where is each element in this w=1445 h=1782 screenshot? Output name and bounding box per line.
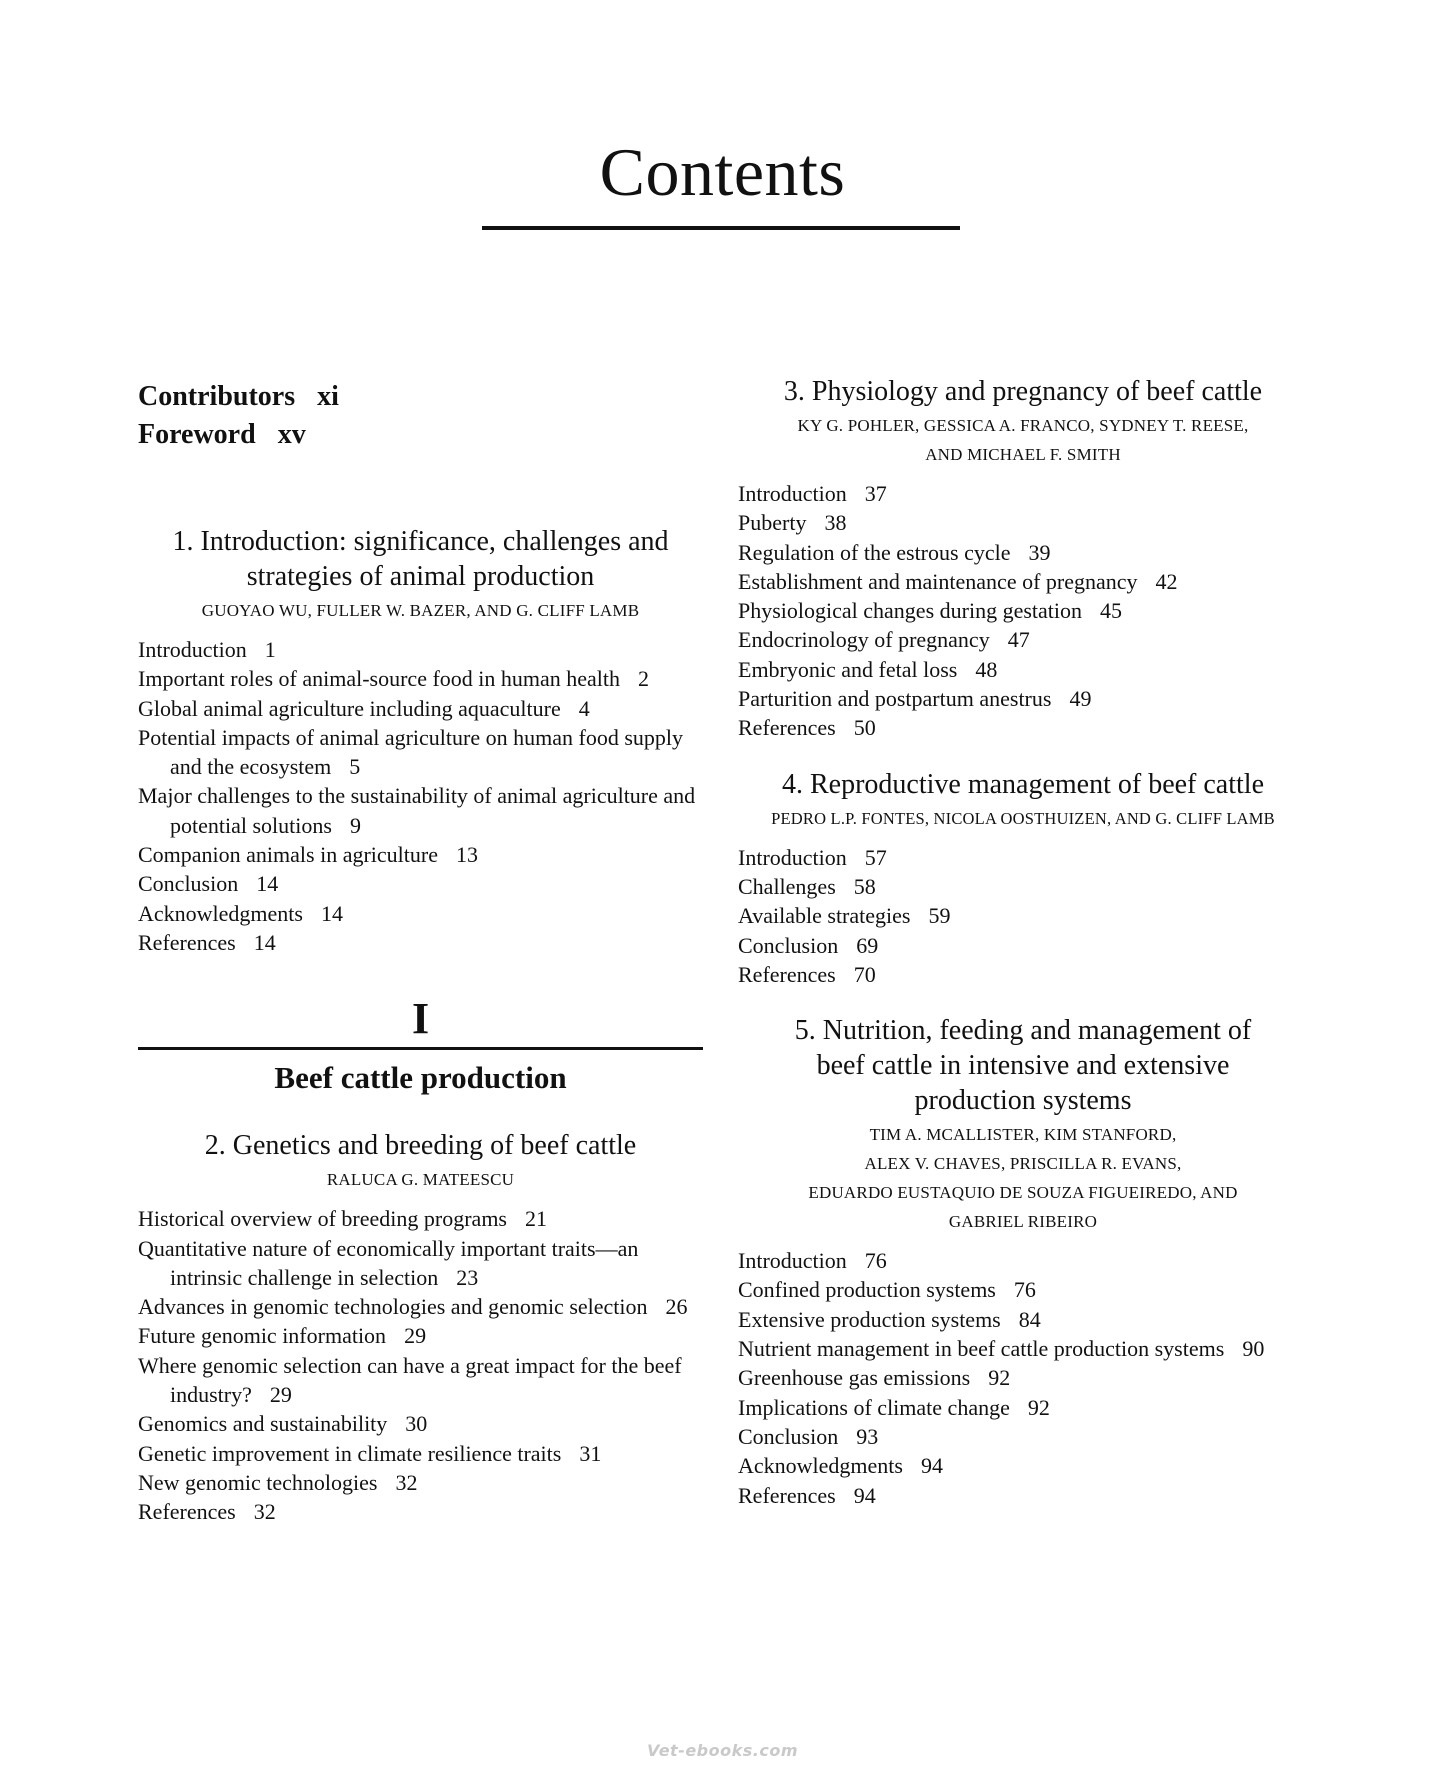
chapter-5 <box>738 1013 1308 1510</box>
toc-entry-page: 90 <box>1242 1336 1265 1362</box>
toc-entry[interactable] <box>138 1204 703 1233</box>
toc-entry[interactable] <box>738 713 1308 742</box>
toc-entry[interactable] <box>738 1451 1308 1480</box>
toc-entry-page: 84 <box>1018 1306 1041 1332</box>
toc-entry[interactable] <box>738 479 1308 508</box>
toc-entry-text: Future genomic information <box>138 1323 387 1349</box>
toc-entry-text: Endocrinology of pregnancy <box>738 627 990 653</box>
toc-entry[interactable] <box>138 694 703 723</box>
chapter-3 <box>738 374 1308 743</box>
chapter-title[interactable] <box>138 524 703 594</box>
chapter-title-line: strategies of animal production <box>246 561 595 592</box>
toc-entry[interactable] <box>738 538 1308 567</box>
toc-entry-page: 32 <box>253 1499 276 1525</box>
toc-entry-text: Conclusion <box>738 1423 839 1449</box>
toc-entry-text: New genomic technologies <box>138 1469 378 1495</box>
toc-entry-page: 48 <box>975 656 998 682</box>
toc-entry-page: 13 <box>456 842 478 868</box>
toc-entry[interactable] <box>738 901 1308 930</box>
toc-entry[interactable] <box>738 1363 1308 1392</box>
toc-entry-page: 14 <box>320 900 343 926</box>
chapter-3-entries <box>738 479 1308 743</box>
toc-entry-text: Puberty <box>738 510 807 536</box>
chapter-title-line: 5. Nutrition, feeding and management of <box>794 1015 1252 1047</box>
toc-entry-page: 58 <box>853 873 876 899</box>
toc-entry[interactable] <box>138 723 703 782</box>
chapter-authors: GUOYAO WU, FULLER W. BAZER, AND G. CLIFF LAMB <box>201 601 640 620</box>
toc-entry-page: 5 <box>349 754 361 780</box>
toc-entry[interactable] <box>138 1234 703 1293</box>
toc-entry-page: 92 <box>988 1365 1011 1391</box>
toc-entry-text: Acknowledgments <box>138 900 303 926</box>
toc-entry-text: Introduction <box>738 481 847 506</box>
front-matter-label: Foreword <box>138 419 256 450</box>
toc-entry[interactable] <box>738 1422 1308 1451</box>
chapter-1-entries <box>138 635 703 957</box>
title-rule <box>482 226 960 230</box>
toc-entry-text: Establishment and maintenance of pregnancy <box>738 568 1138 594</box>
toc-entry-page: 45 <box>1100 598 1122 624</box>
toc-entry-page: 21 <box>525 1206 547 1232</box>
toc-entry-text: Companion animals in agriculture <box>138 842 438 868</box>
chapter-1 <box>138 524 703 957</box>
chapter-authors-line: KY G. POHLER, GESSICA A. FRANCO, SYDNEY T. REESE, <box>797 416 1249 435</box>
toc-entry[interactable] <box>138 840 703 869</box>
chapter-authors-line: AND MICHAEL F. SMITH <box>925 445 1121 464</box>
toc-entry[interactable] <box>738 1305 1308 1334</box>
chapter-title[interactable] <box>738 1013 1308 1118</box>
chapter-title[interactable]: 4. Reproductive management of beef cattle <box>781 768 1264 800</box>
toc-entry-page: 94 <box>853 1482 876 1508</box>
toc-entry-text: Historical overview of breeding programs <box>138 1206 507 1232</box>
toc-entry-text: Challenges <box>738 873 836 899</box>
toc-entry-page: 26 <box>665 1294 688 1320</box>
left-column <box>138 378 703 1527</box>
toc-entry-text: References <box>138 929 236 955</box>
chapter-authors-line: EDUARDO EUSTAQUIO DE SOUZA FIGUEIREDO, AND <box>808 1183 1238 1203</box>
toc-entry-page: 23 <box>456 1264 479 1290</box>
chapter-authors: RALUCA G. MATEESCU <box>326 1170 515 1190</box>
front-matter-contributors[interactable] <box>138 378 703 416</box>
toc-entry-text: References <box>738 715 836 741</box>
toc-entry-page: 57 <box>864 844 887 870</box>
toc-entry[interactable] <box>138 928 703 957</box>
toc-entry-text: Advances in genomic technologies and genomic selection <box>138 1294 648 1320</box>
toc-entry-text: Where genomic selection can have a great impact for the beef industry? <box>138 1352 682 1408</box>
toc-entry-page: 76 <box>864 1248 887 1274</box>
toc-entry[interactable] <box>138 1439 703 1468</box>
chapter-authors-line: GABRIEL RIBEIRO <box>948 1212 1098 1232</box>
toc-entry[interactable] <box>138 1468 703 1497</box>
toc-entry-page: 37 <box>864 481 887 506</box>
toc-entry-page: 94 <box>920 1453 943 1479</box>
chapter-title[interactable]: 2. Genetics and breeding of beef cattle <box>204 1130 637 1162</box>
chapter-5-entries <box>738 1246 1308 1510</box>
chapter-authors: PEDRO L.P. FONTES, NICOLA OOSTHUIZEN, AND G. CLIFF LAMB <box>771 808 1275 828</box>
chapter-title-line: beef cattle in intensive and extensive <box>816 1050 1230 1082</box>
toc-entry[interactable] <box>138 664 703 693</box>
toc-entry-text: Available strategies <box>738 903 911 929</box>
chapter-authors-line: ALEX V. CHAVES, PRISCILLA R. EVANS, <box>864 1154 1182 1174</box>
toc-entry[interactable] <box>738 960 1308 989</box>
toc-entry[interactable] <box>738 1246 1308 1275</box>
toc-entry-page: 14 <box>253 929 276 955</box>
toc-entry-text: Major challenges to the sustainability of animal agriculture and potential solutions <box>138 783 696 838</box>
chapter-title-line: production systems <box>914 1085 1132 1117</box>
toc-entry[interactable] <box>738 684 1308 713</box>
front-matter-page: xv <box>277 419 306 450</box>
part-number: I <box>411 994 430 1044</box>
toc-entry-text: Parturition and postpartum anestrus <box>738 686 1052 712</box>
toc-entry-page: 32 <box>395 1469 418 1495</box>
toc-entry-text: Regulation of the estrous cycle <box>738 539 1011 565</box>
chapter-2 <box>138 1128 703 1526</box>
toc-entry[interactable] <box>738 596 1308 625</box>
toc-entry-text: Quantitative nature of economically important traits—an intrinsic challenge in selection <box>138 1235 639 1290</box>
part-title: Beef cattle production <box>274 1060 567 1096</box>
toc-entry-text: Physiological changes during gestation <box>738 598 1082 624</box>
toc-entry-text: Introduction <box>738 1248 847 1274</box>
toc-entry-text: References <box>138 1499 236 1525</box>
toc-entry[interactable] <box>738 655 1308 684</box>
toc-entry[interactable] <box>138 1321 703 1350</box>
toc-entry[interactable] <box>138 1292 703 1321</box>
toc-entry-text: Greenhouse gas emissions <box>738 1365 971 1391</box>
toc-entry-text: Acknowledgments <box>738 1453 903 1479</box>
toc-entry-page: 31 <box>579 1440 602 1466</box>
toc-entry-text: Potential impacts of animal agriculture on human food supply and the ecosystem <box>138 724 683 780</box>
toc-entry-page: 30 <box>405 1411 428 1437</box>
toc-entry[interactable] <box>738 567 1308 596</box>
toc-entry[interactable] <box>138 869 703 898</box>
toc-entry[interactable] <box>738 931 1308 960</box>
toc-entry-page: 49 <box>1069 686 1092 712</box>
toc-entry-text: Nutrient management in beef cattle production systems <box>738 1336 1225 1362</box>
toc-entry-text: Introduction <box>738 844 847 870</box>
toc-entry[interactable] <box>738 1393 1308 1422</box>
toc-entry[interactable] <box>738 508 1308 537</box>
chapter-title-line: 1. Introduction: significance, challenges and <box>172 526 669 557</box>
chapter-title[interactable]: 3. Physiology and pregnancy of beef cattle <box>783 376 1263 407</box>
toc-entry-text: Conclusion <box>138 871 239 897</box>
toc-entry-page: 38 <box>824 510 847 536</box>
watermark-logo: Vet-ebooks.com <box>646 1741 799 1760</box>
toc-entry[interactable] <box>138 1497 703 1526</box>
chapter-4-entries <box>738 843 1308 989</box>
toc-entry-page: 50 <box>853 715 876 741</box>
front-matter-foreword[interactable] <box>138 416 703 454</box>
toc-entry-page: 76 <box>1013 1277 1036 1303</box>
toc-entry[interactable] <box>138 899 703 928</box>
toc-entry[interactable] <box>738 625 1308 654</box>
toc-entry[interactable] <box>738 1481 1308 1510</box>
chapter-authors <box>738 1120 1308 1236</box>
toc-entry[interactable] <box>738 843 1308 872</box>
toc-entry-page: 29 <box>404 1323 427 1349</box>
part-1-heading <box>138 994 703 1098</box>
part-rule <box>138 1047 703 1050</box>
chapter-authors <box>738 411 1308 469</box>
toc-entry[interactable] <box>138 635 703 664</box>
toc-entry-text: Conclusion <box>738 932 839 958</box>
toc-entry-text: References <box>738 961 836 987</box>
chapter-2-entries <box>138 1204 703 1526</box>
toc-entry-page: 70 <box>853 961 876 987</box>
toc-entry-page: 29 <box>269 1382 292 1408</box>
toc-entry-page: 59 <box>928 903 951 929</box>
toc-entry[interactable] <box>738 1334 1308 1363</box>
toc-entry-text: Confined production systems <box>738 1277 996 1303</box>
toc-entry-text: Introduction <box>138 637 247 662</box>
toc-entry-page: 2 <box>638 666 650 692</box>
page-title: Contents <box>599 134 846 210</box>
toc-entry-page: 92 <box>1027 1394 1050 1420</box>
front-matter-label: Contributors <box>138 381 296 412</box>
toc-entry-text: References <box>738 1482 836 1508</box>
toc-entry-page: 14 <box>256 871 279 897</box>
toc-entry-text: Genetic improvement in climate resilience traits <box>138 1440 562 1466</box>
toc-entry[interactable] <box>738 1275 1308 1304</box>
toc-entry[interactable] <box>138 1351 703 1410</box>
toc-entry-text: Global animal agriculture including aquaculture <box>138 695 561 721</box>
toc-entry-page: 39 <box>1028 539 1051 565</box>
chapter-authors-line: TIM A. MCALLISTER, KIM STANFORD, <box>869 1125 1177 1145</box>
toc-entry[interactable] <box>738 872 1308 901</box>
toc-entry[interactable] <box>138 781 703 840</box>
toc-entry-page: 69 <box>856 932 879 958</box>
front-matter-page: xi <box>317 381 339 412</box>
toc-entry-page: 93 <box>856 1423 879 1449</box>
chapter-4 <box>738 767 1308 989</box>
toc-entry-text: Embryonic and fetal loss <box>738 656 958 682</box>
toc-entry-text: Implications of climate change <box>738 1394 1010 1420</box>
toc-entry-page: 9 <box>349 812 361 838</box>
toc-entry-page: 42 <box>1155 568 1178 594</box>
toc-entry-page: 47 <box>1007 627 1030 653</box>
toc-entry[interactable] <box>138 1409 703 1438</box>
front-matter <box>138 378 703 454</box>
toc-entry-text: Genomics and sustainability <box>138 1411 388 1437</box>
toc-entry-page: 4 <box>578 695 590 721</box>
toc-entry-page: 1 <box>264 637 276 662</box>
toc-entry-text: Important roles of animal-source food in human health <box>138 666 621 692</box>
right-column <box>738 374 1308 1510</box>
toc-entry-text: Extensive production systems <box>738 1306 1001 1332</box>
